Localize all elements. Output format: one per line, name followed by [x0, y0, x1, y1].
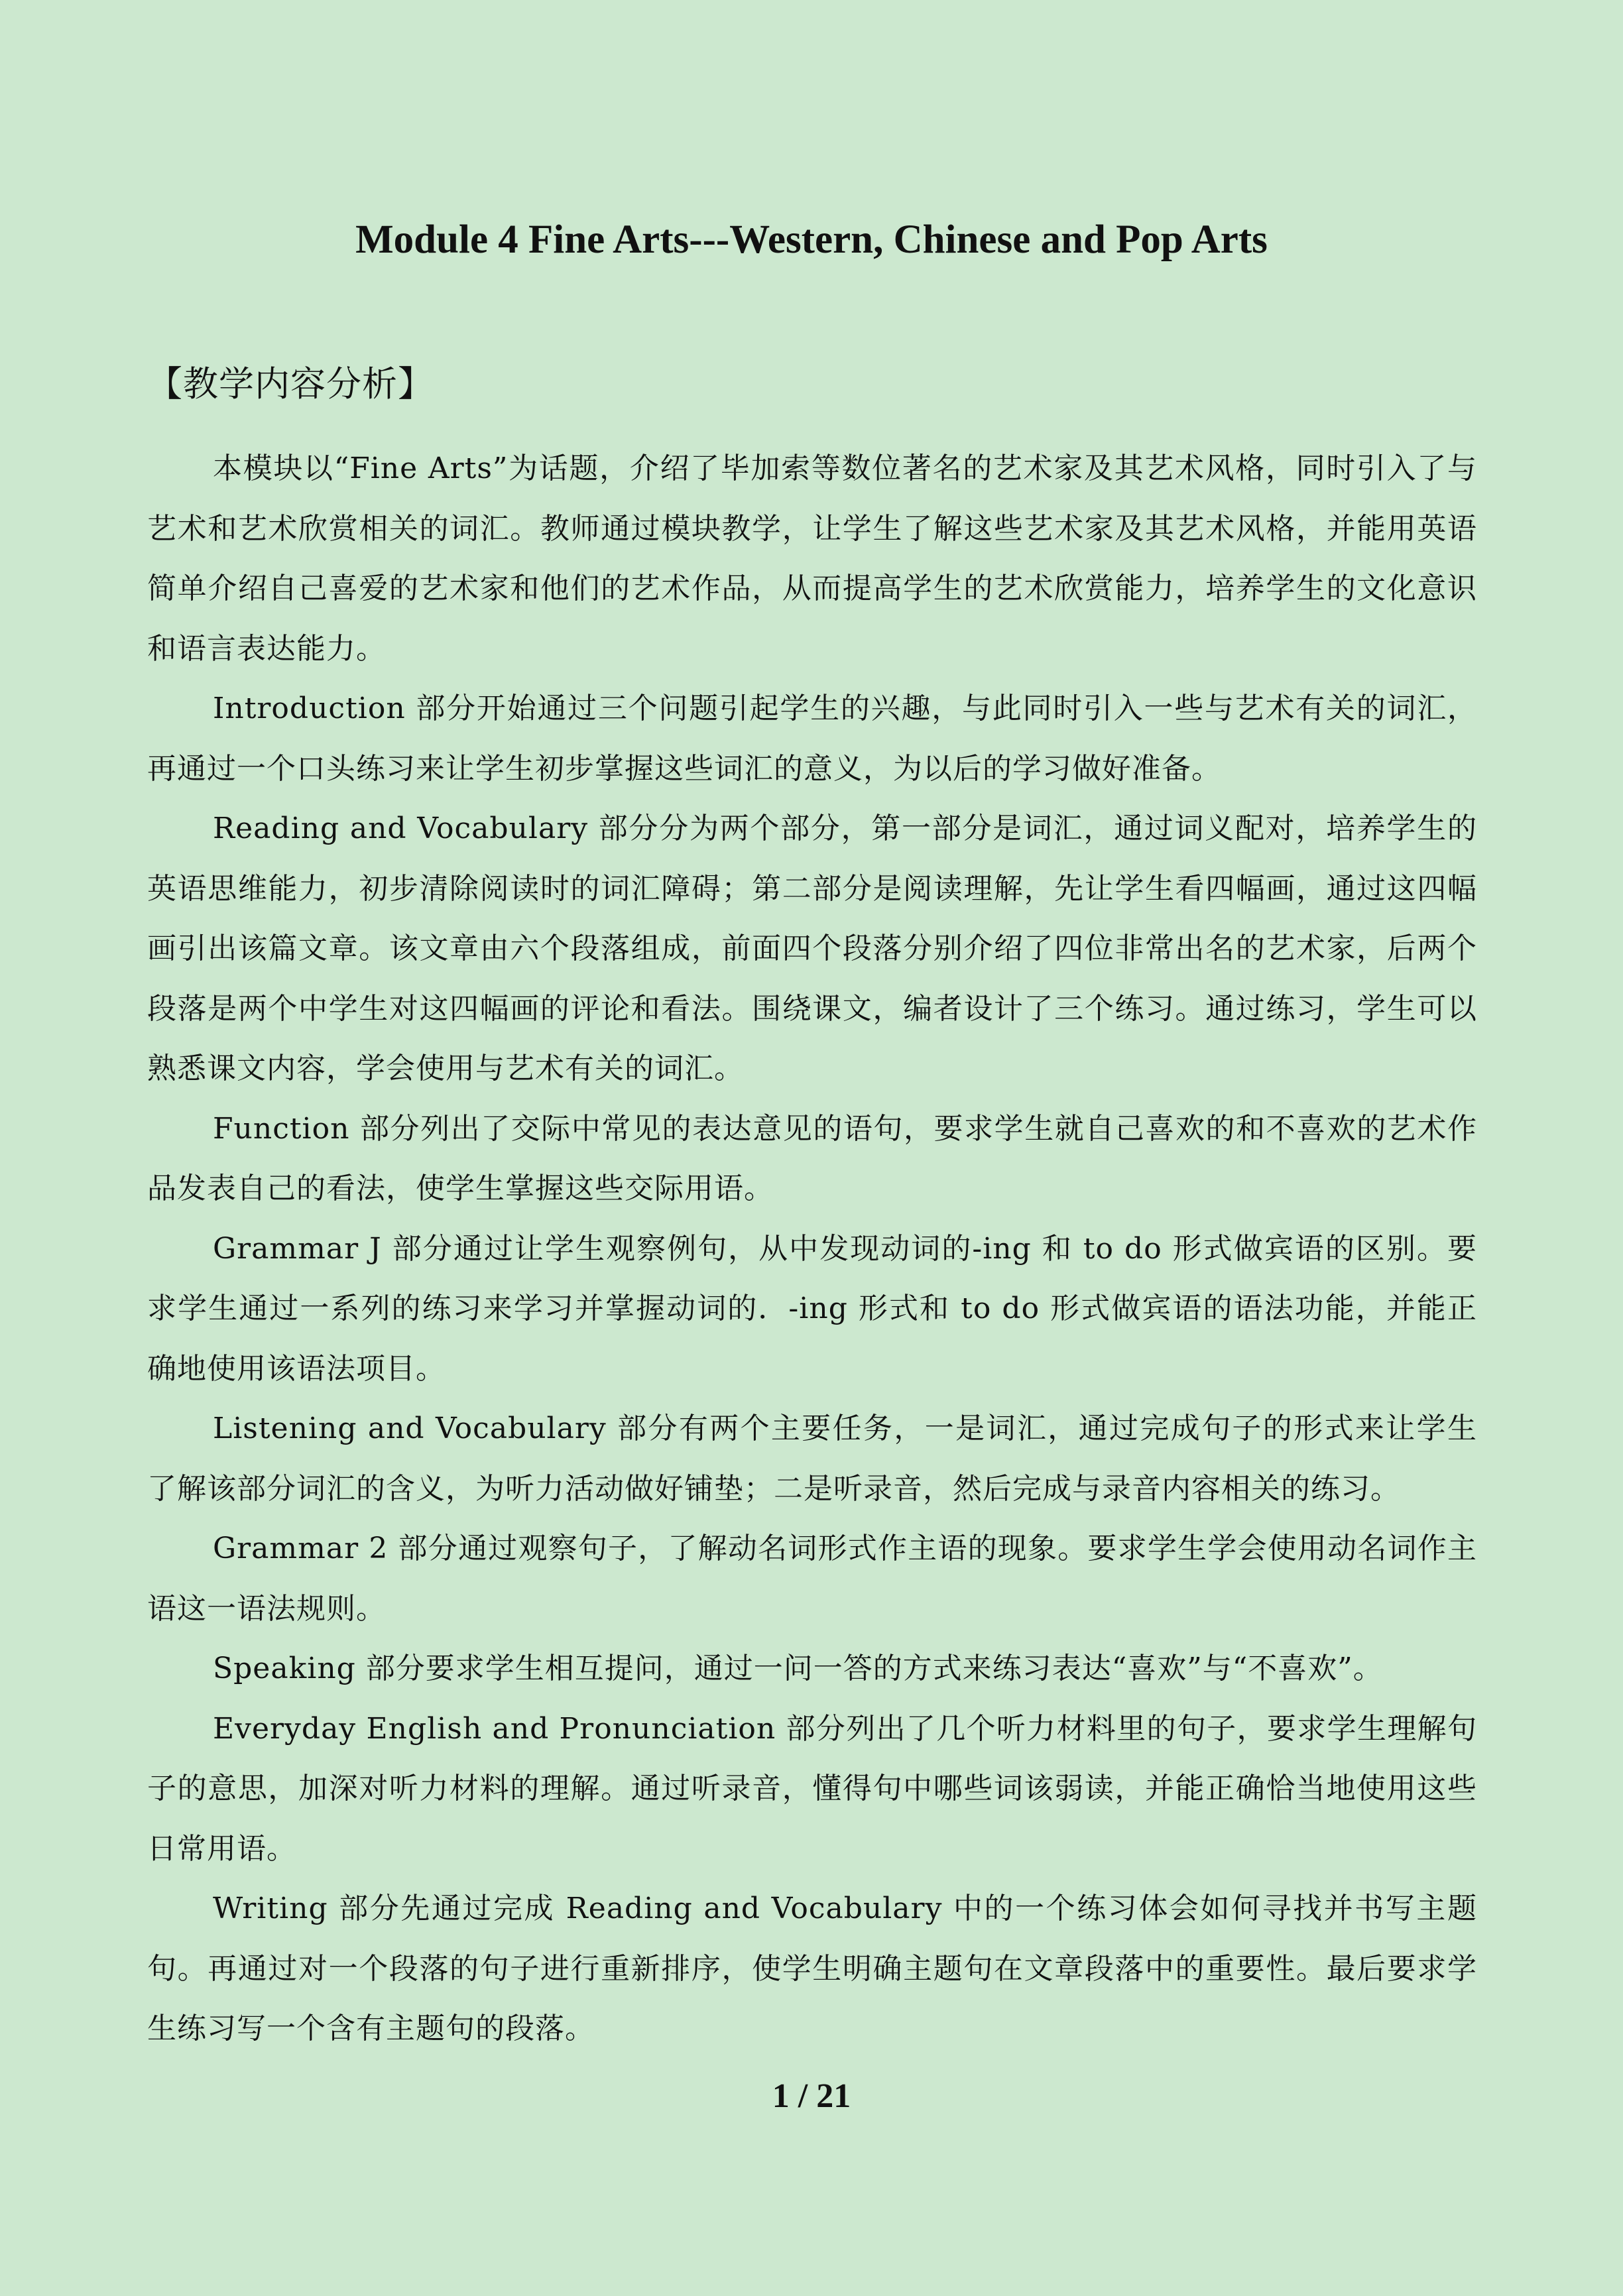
paragraph-writing: Writing 部分先通过完成 Reading and Vocabulary 中的一个练习体会如何寻找并书写主题句。再通过对一个段落的句子进行重新排序，使学生明确主题句在文章段落中的重要性。最后要求学生练习写一个含有主题句的段落。 [147, 1892, 1477, 2045]
document-body [147, 439, 1477, 2059]
paragraph-function: Function 部分列出了交际中常见的表达意见的语句，要求学生就自己喜欢的和不喜欢的艺术作品发表自己的看法，使学生掌握这些交际用语。 [147, 1111, 1477, 1205]
paragraph-intro: 本模块以“Fine Arts”为话题，介绍了毕加索等数位著名的艺术家及其艺术风格，同时引入了与艺术和艺术欣赏相关的词汇。教师通过模块教学，让学生了解这些艺术家及其艺术风格，并能用英语简单介绍自己喜爱的艺术家和他们的艺术作品，从而提高学生的艺术欣赏能力，培养学生的文化意识和语言表达能力。 [147, 452, 1477, 666]
paragraph-introduction: Introduction 部分开始通过三个问题引起学生的兴趣，与此同时引入一些与艺术有关的词汇，再通过一个口头练习来让学生初步掌握这些词汇的意义，为以后的学习做好准备。 [147, 692, 1477, 786]
page-number: 1 / 21 [772, 2077, 851, 2115]
paragraph-listening-vocabulary: Listening and Vocabulary 部分有两个主要任务，一是词汇，通过完成句子的形式来让学生了解该部分词汇的含义，为听力活动做好铺垫；二是听录音，然后完成与录音内容相关的练习。 [147, 1412, 1477, 1506]
section-heading: 【教学内容分析】 [147, 364, 434, 404]
paragraph-grammar-1: Grammar J 部分通过让学生观察例句，从中发现动词的-ing 和 to do 形式做宾语的区别。要求学生通过一系列的练习来学习并掌握动词的．-ing 形式和 to do 形式做宾语的语法功能，并能正确地使用该语法项目。 [147, 1231, 1477, 1386]
paragraph-reading-vocabulary: Reading and Vocabulary 部分分为两个部分，第一部分是词汇，通过词义配对，培养学生的英语思维能力，初步清除阅读时的词汇障碍；第二部分是阅读理解，先让学生看四幅画，通过这四幅画引出该篇文章。该文章由六个段落组成，前面四个段落分别介绍了四位非常出名的艺术家，后两个段落是两个中学生对这四幅画的评论和看法。围绕课文，编者设计了三个练习。通过练习，学生可以熟悉课文内容，学会使用与艺术有关的词汇。 [147, 812, 1477, 1085]
paragraph-speaking: Speaking 部分要求学生相互提问，通过一问一答的方式来练习表达“喜欢”与“不喜欢”。 [213, 1652, 1383, 1685]
document-title: Module 4 Fine Arts---Western, Chinese and Pop Arts [355, 217, 1268, 262]
paragraph-grammar-2: Grammar 2 部分通过观察句子，了解动名词形式作主语的现象。要求学生学会使用动名词作主语这一语法规则。 [147, 1532, 1477, 1626]
paragraph-everyday-english: Everyday English and Pronunciation 部分列出了几个听力材料里的句子，要求学生理解句子的意思，加深对听力材料的理解。通过听录音，懂得句中哪些词该弱读，并能正确恰当地使用这些日常用语。 [147, 1711, 1477, 1866]
